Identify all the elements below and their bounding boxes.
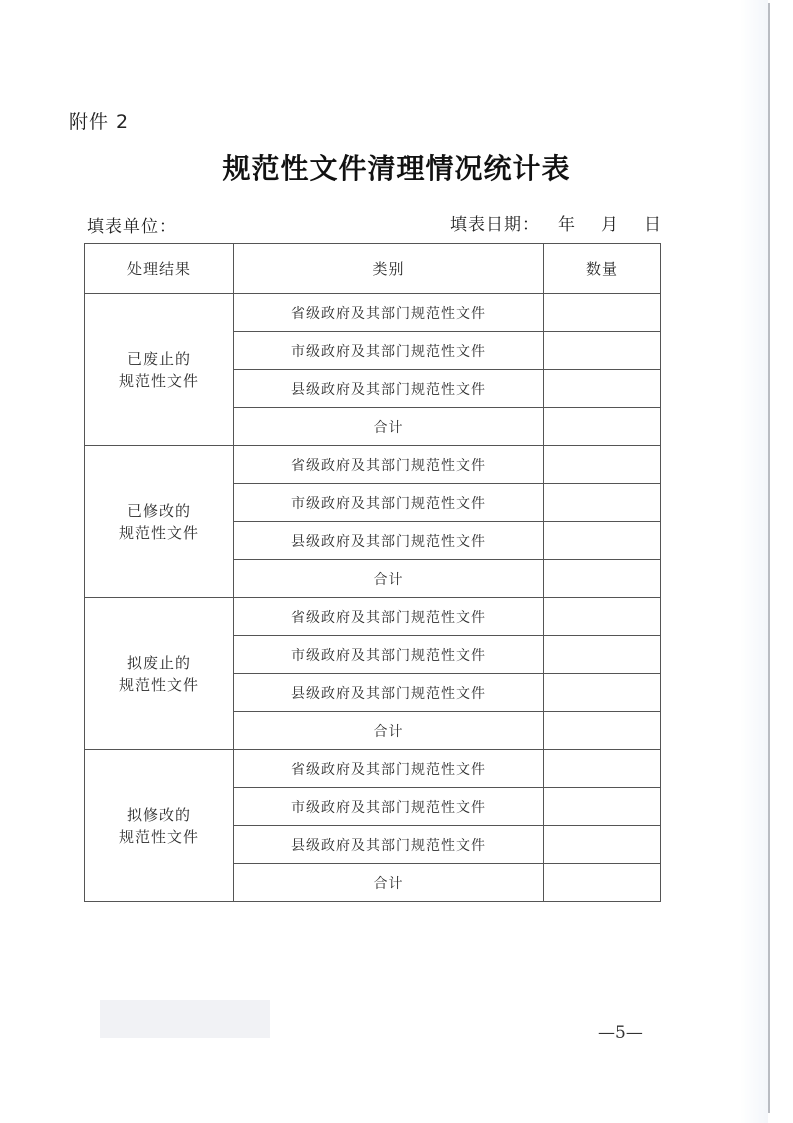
result-label-line1: 已修改的 bbox=[126, 501, 191, 520]
scan-artifact bbox=[100, 1000, 270, 1038]
fill-date-label: 填表日期： bbox=[450, 215, 540, 235]
quantity-cell[interactable] bbox=[544, 370, 661, 408]
quantity-cell[interactable] bbox=[544, 750, 661, 788]
category-cell: 市级政府及其部门规范性文件 bbox=[234, 332, 544, 370]
table-row bbox=[85, 294, 661, 332]
quantity-cell[interactable] bbox=[544, 332, 661, 370]
total-label-cell: 合计 bbox=[234, 712, 544, 750]
category-cell: 省级政府及其部门规范性文件 bbox=[234, 598, 544, 636]
result-cell-to-modify bbox=[85, 750, 234, 902]
quantity-cell[interactable] bbox=[544, 294, 661, 332]
total-quantity-cell[interactable] bbox=[544, 864, 661, 902]
quantity-cell[interactable] bbox=[544, 522, 661, 560]
total-label-cell: 合计 bbox=[234, 560, 544, 598]
result-label-line2: 规范性文件 bbox=[118, 523, 199, 542]
quantity-cell[interactable] bbox=[544, 446, 661, 484]
category-cell: 县级政府及其部门规范性文件 bbox=[234, 674, 544, 712]
category-cell: 县级政府及其部门规范性文件 bbox=[234, 370, 544, 408]
category-cell: 市级政府及其部门规范性文件 bbox=[234, 484, 544, 522]
page-number: —5— bbox=[598, 1023, 643, 1043]
column-header-result: 处理结果 bbox=[85, 244, 234, 294]
column-header-quantity: 数量 bbox=[544, 244, 661, 294]
result-label-line2: 规范性文件 bbox=[118, 371, 199, 390]
month-label: 月 bbox=[601, 215, 618, 235]
result-cell-modified bbox=[85, 446, 234, 598]
statistics-table bbox=[84, 243, 661, 902]
table-row bbox=[85, 598, 661, 636]
quantity-cell[interactable] bbox=[544, 674, 661, 712]
total-label-cell: 合计 bbox=[234, 408, 544, 446]
total-quantity-cell[interactable] bbox=[544, 408, 661, 446]
fill-unit-label: 填表单位： bbox=[87, 217, 177, 237]
page-title: 规范性文件清理情况统计表 bbox=[222, 152, 571, 185]
category-cell: 市级政府及其部门规范性文件 bbox=[234, 788, 544, 826]
table-header-row bbox=[85, 244, 661, 294]
day-label: 日 bbox=[644, 215, 661, 235]
quantity-cell[interactable] bbox=[544, 484, 661, 522]
column-header-category: 类别 bbox=[234, 244, 544, 294]
result-label-line1: 拟修改的 bbox=[126, 805, 191, 824]
table-row bbox=[85, 446, 661, 484]
total-quantity-cell[interactable] bbox=[544, 560, 661, 598]
category-cell: 省级政府及其部门规范性文件 bbox=[234, 294, 544, 332]
year-label: 年 bbox=[558, 215, 575, 235]
table-row bbox=[85, 750, 661, 788]
result-label-line2: 规范性文件 bbox=[118, 827, 199, 846]
total-quantity-cell[interactable] bbox=[544, 712, 661, 750]
result-cell-abolished bbox=[85, 294, 234, 446]
quantity-cell[interactable] bbox=[544, 826, 661, 864]
category-cell: 县级政府及其部门规范性文件 bbox=[234, 522, 544, 560]
quantity-cell[interactable] bbox=[544, 636, 661, 674]
attachment-label: 附件 2 bbox=[69, 111, 130, 133]
result-cell-to-abolish bbox=[85, 598, 234, 750]
category-cell: 市级政府及其部门规范性文件 bbox=[234, 636, 544, 674]
fill-date bbox=[450, 210, 661, 235]
total-label-cell: 合计 bbox=[234, 864, 544, 902]
quantity-cell[interactable] bbox=[544, 598, 661, 636]
category-cell: 县级政府及其部门规范性文件 bbox=[234, 826, 544, 864]
category-cell: 省级政府及其部门规范性文件 bbox=[234, 446, 544, 484]
category-cell: 省级政府及其部门规范性文件 bbox=[234, 750, 544, 788]
result-label-line1: 已废止的 bbox=[126, 349, 191, 368]
result-label-line1: 拟废止的 bbox=[126, 653, 191, 672]
quantity-cell[interactable] bbox=[544, 788, 661, 826]
result-label-line2: 规范性文件 bbox=[118, 675, 199, 694]
